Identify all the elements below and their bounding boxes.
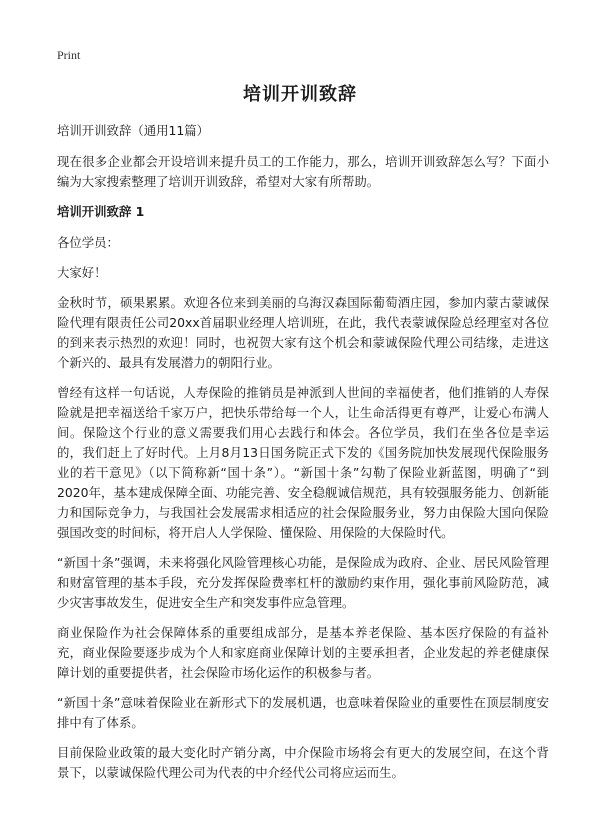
greeting-students: 各位学员： xyxy=(57,235,119,250)
intro-paragraph: 现在很多企业都会开设培训来提升员工的工作能力，那么，培训开训致辞怎么写？下面小编为大家搜索整理了培训开训致辞，希望对大家有所帮助。 xyxy=(57,154,549,189)
print-link[interactable]: Print xyxy=(57,48,81,62)
paragraph-policy-change: 目前保险业政策的最大变化时产销分离，中介保险市场将会有更大的发展空间，在这个背景下，以蒙诚保险代理公司为代表的中介经代公司将应运而生。 xyxy=(57,745,549,780)
paragraph-opportunity: “新国十条”意味着保险业在新形式下的发展机遇，也意味着保险业的重要性在顶层制度安排中有了体系。 xyxy=(57,695,549,730)
page-title: 培训开训致辞 xyxy=(243,84,357,105)
section-title: 培训开训致辞 1 xyxy=(57,204,145,219)
paragraph-risk-management: “新国十条”强调，未来将强化风险管理核心功能，是保险成为政府、企业、居民风险管理和财富管理的基本手段，充分发挥保险费率杠杆的激励约束作用，强化事前风险防范，减少灾害事故发生，促进安全生产和突发事件应急管理。 xyxy=(57,555,549,610)
document-body xyxy=(57,121,549,793)
paragraph-insurance-mission: 曾经有这样一句话说，人寿保险的推销员是神派到人世间的幸福使者，他们推销的人寿保险就是把幸福送给千家万户，把快乐带给每一个人，让生命活得更有尊严，让爱心布满人间。保险这个行业的意义需要我们用心去践行和体会。各位学员，我们在坐各位是幸运的，我们赶上了好时代。上月8月13日国务院正式下发的《国务院加快发展现代保险服务业的若干意见》（以下简称新“国十条”）。“新国十条”勾勒了保险业新蓝图，明确了“到2020年，基本建成保障全面、功能完善、安全稳舰诚信规范，具有较强服务能力、创新能力和国际竞争力，与我国社会发展需求相适应的社会保险服务业，努力由保险大国向保险强国改变的时间标，将开启人人学保险、懂保险、用保险的大保险时代。 xyxy=(57,385,549,540)
paragraph-welcome: 金秋时节，硕果累累。欢迎各位来到美丽的乌海汉森国际葡萄酒庄园，参加内蒙古蒙诚保险代理有限责任公司20xx首届职业经理人培训班，在此，我代表蒙诚保险总经理室对各位的到来表示热烈的欢迎！同时，也祝贺大家有这个机会和蒙诚保险代理公司结缘，走进这个新兴的、最具有发展潜力的朝阳行业。 xyxy=(57,295,549,370)
greeting-everyone: 大家好！ xyxy=(57,265,107,280)
document-subtitle: 培训开训致辞（通用11篇） xyxy=(57,123,210,138)
paragraph-commercial-insurance: 商业保险作为社会保障体系的重要组成部分，是基本养老保险、基本医疗保险的有益补充，商业保险要逐步成为个人和家庭商业保障计划的主要承担者，企业发起的养老健康保障计划的重要提供者，社会保险市场化运作的积极参与者。 xyxy=(57,625,549,680)
